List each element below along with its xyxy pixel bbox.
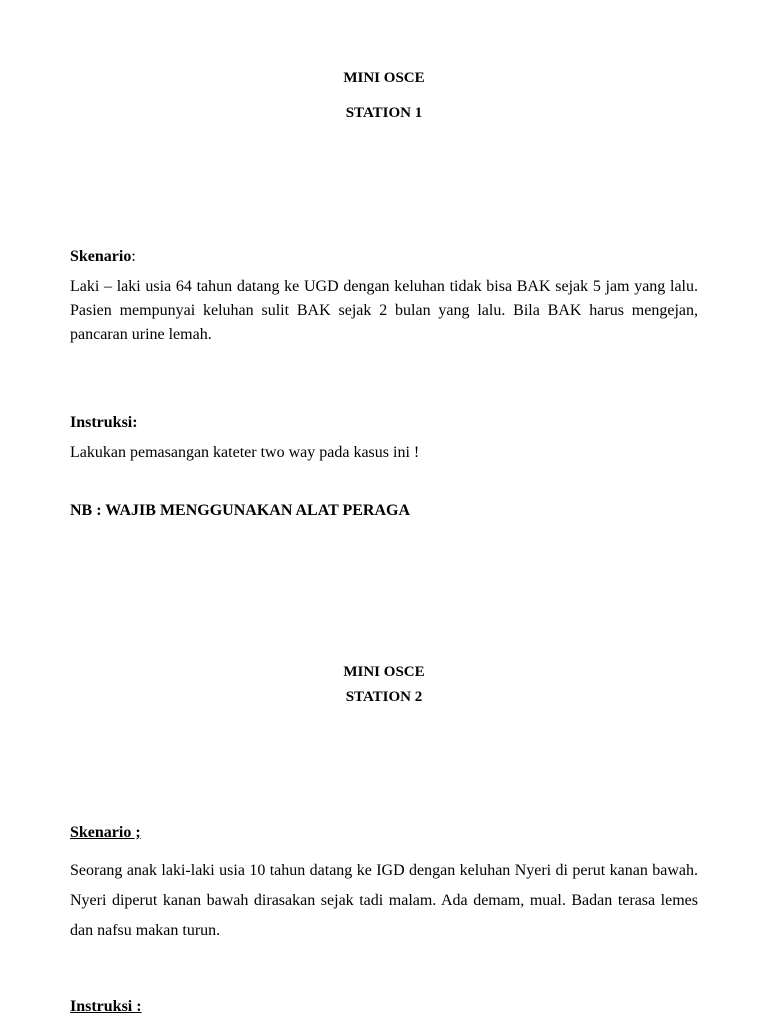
station2-scenario-text: Seorang anak laki-laki usia 10 tahun datang ke IGD dengan keluhan Nyeri di perut kanan bawah. Nyeri diperut kanan bawah dirasakan sejak tadi malam. Ada demam, mual. Badan terasa lemes dan nafsu makan turun.: [70, 862, 698, 939]
station1-number: STATION 1: [345, 105, 423, 121]
station2-number: STATION 2: [345, 689, 423, 705]
station1-instruction-heading: Instruksi:: [70, 414, 138, 431]
station1-scenario-heading: [70, 248, 698, 266]
station2-title: MINI OSCE: [343, 664, 425, 680]
station2-instruction-heading: Instruksi :: [70, 998, 142, 1015]
station1-title: MINI OSCE: [343, 70, 425, 86]
station1-scenario-label: Skenario: [70, 248, 132, 265]
station1-note: NB : WAJIB MENGGUNAKAN ALAT PERAGA: [70, 502, 411, 519]
station2-scenario-heading: Skenario ;: [70, 824, 141, 841]
station1-scenario-text: Laki – laki usia 64 tahun datang ke UGD dengan keluhan tidak bisa BAK sejak 5 jam yang lalu. Pasien mempunyai keluhan sulit BAK sejak 2 bulan yang lalu. Bila BAK harus mengejan, pancaran urine lemah.: [70, 278, 698, 343]
station1-instruction-text: Lakukan pemasangan kateter two way pada kasus ini !: [70, 444, 420, 461]
station1-scenario-colon: :: [131, 248, 136, 265]
